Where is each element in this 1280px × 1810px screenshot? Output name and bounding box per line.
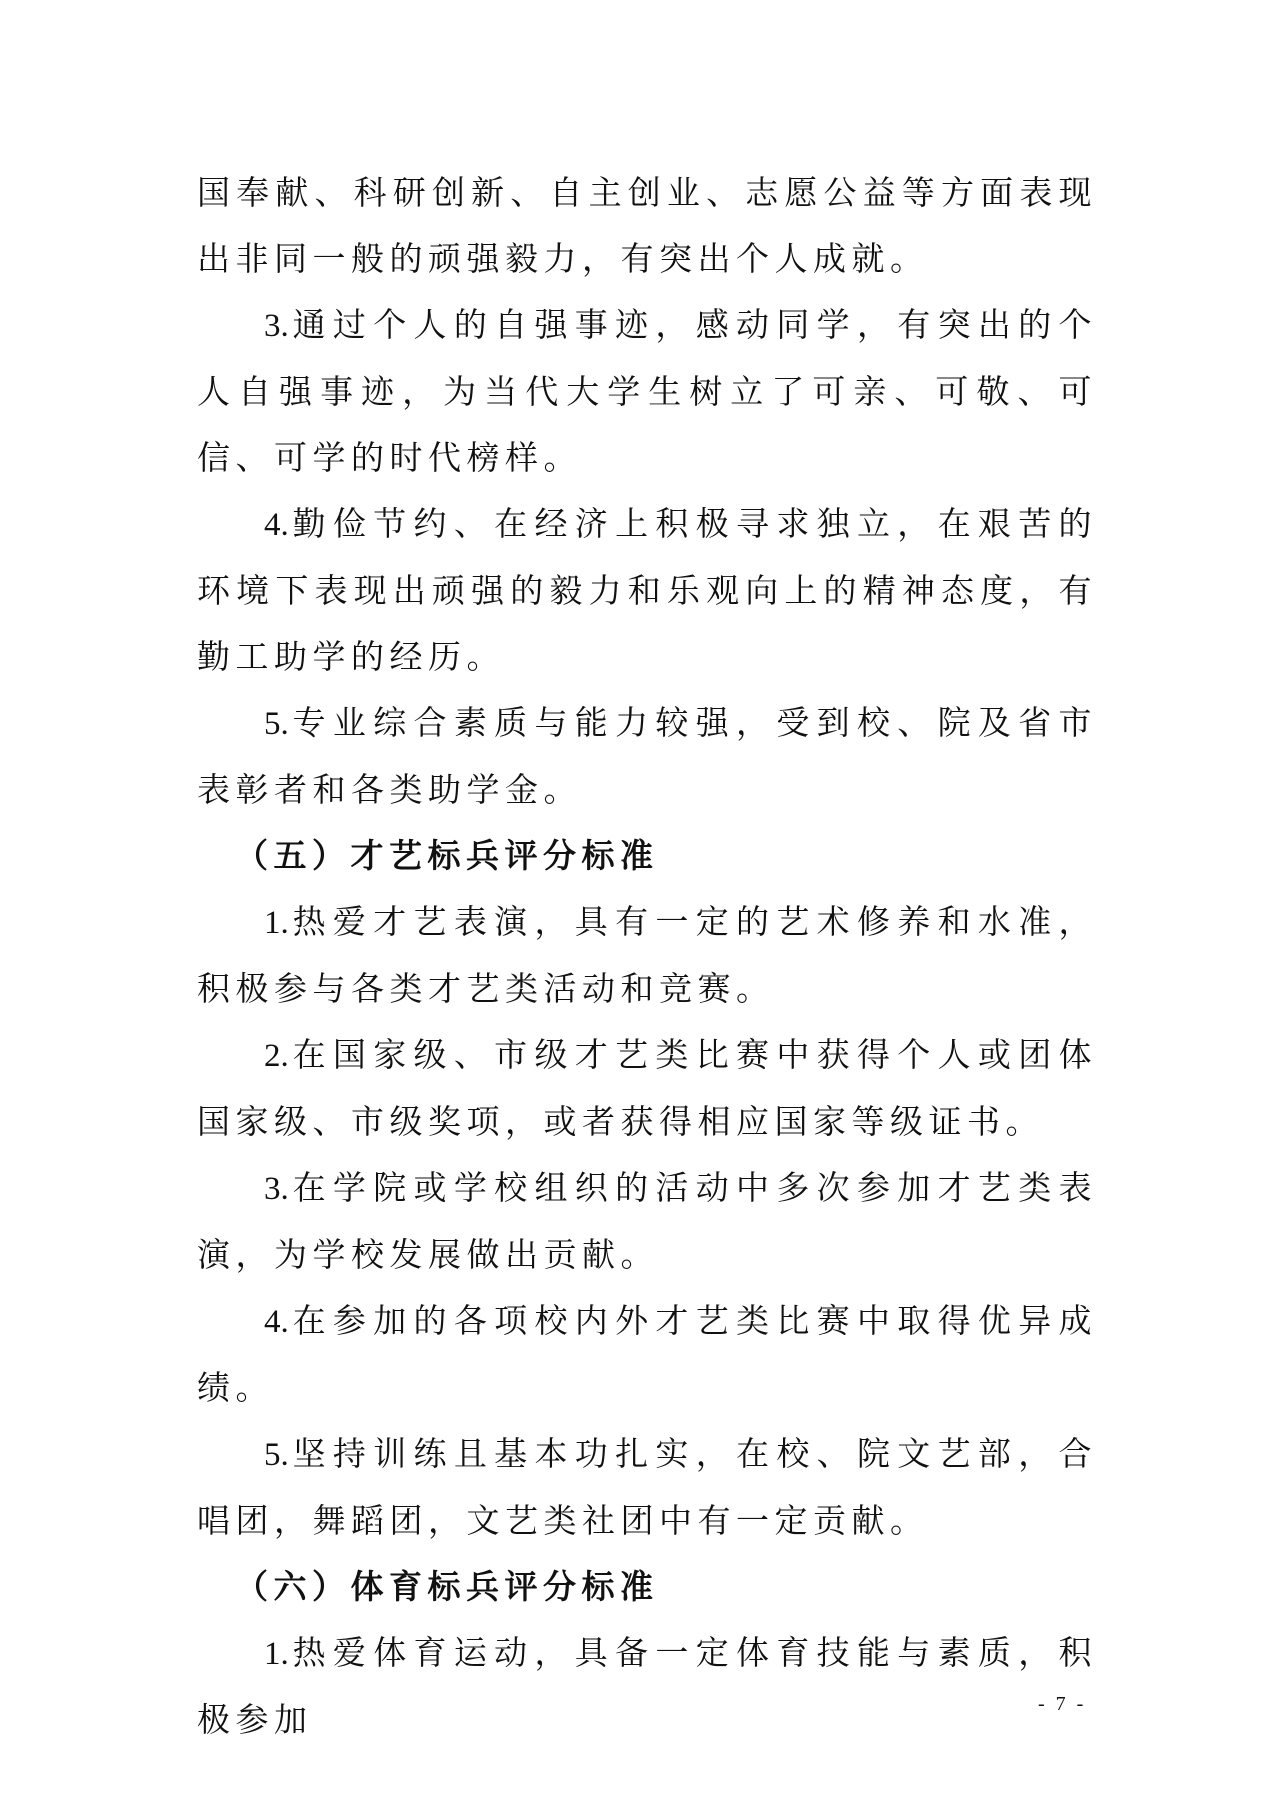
section-heading-text: （五）才艺标兵评分标准 (235, 836, 659, 875)
list-item (197, 889, 1097, 1022)
list-item (197, 1421, 1097, 1554)
item-text: 在国家级、市级才艺类比赛中获得个人或团体国家级、市级奖项，或者获得相应国家等级证书。 (197, 1035, 1097, 1141)
item-text: 坚持训练且基本功扎实，在校、院文艺部，合唱团，舞蹈团，文艺类社团中有一定贡献。 (197, 1434, 1097, 1540)
item-text: 专业综合素质与能力较强，受到校、院及省市表彰者和各类助学金。 (197, 703, 1097, 809)
item-number: 4. (264, 1304, 289, 1340)
item-text: 在学院或学校组织的活动中多次参加才艺类表演，为学校发展做出贡献。 (197, 1168, 1097, 1274)
item-text: 通过个人的自强事迹，感动同学，有突出的个人自强事迹，为当代大学生树立了可亲、可敬、可信、可学的时代榜样。 (197, 305, 1097, 477)
list-item (197, 292, 1097, 491)
item-number: 2. (264, 1038, 289, 1074)
item-number: 4. (264, 507, 289, 543)
document-body (197, 160, 1097, 1753)
item-number: 5. (264, 706, 289, 742)
list-item (197, 690, 1097, 823)
section-heading-text: （六）体育标兵评分标准 (235, 1567, 659, 1606)
list-item (197, 491, 1097, 690)
list-item (197, 1620, 1097, 1753)
item-number: 3. (264, 1171, 289, 1207)
paragraph-text: 国奉献、科研创新、自主创业、志愿公益等方面表现出非同一般的顽强毅力，有突出个人成就。 (197, 173, 1097, 278)
item-number: 1. (264, 905, 289, 941)
item-number: 5. (264, 1437, 289, 1473)
paragraph-continuation (197, 160, 1097, 292)
item-text: 热爱才艺表演，具有一定的艺术修养和水准，积极参与各类才艺类活动和竞赛。 (197, 902, 1097, 1008)
list-item (197, 1022, 1097, 1155)
item-text: 在参加的各项校内外才艺类比赛中取得优异成绩。 (197, 1301, 1097, 1407)
item-number: 1. (264, 1636, 289, 1672)
item-text: 勤俭节约、在经济上积极寻求独立，在艰苦的环境下表现出顽强的毅力和乐观向上的精神态度，有勤工助学的经历。 (197, 504, 1097, 676)
section-heading (197, 823, 1097, 889)
item-text: 热爱体育运动，具备一定体育技能与素质，积极参加 (197, 1633, 1097, 1739)
item-number: 3. (264, 308, 289, 344)
page-number: - 7 - (1038, 1693, 1087, 1715)
list-item (197, 1288, 1097, 1421)
section-heading (197, 1554, 1097, 1620)
list-item (197, 1155, 1097, 1288)
